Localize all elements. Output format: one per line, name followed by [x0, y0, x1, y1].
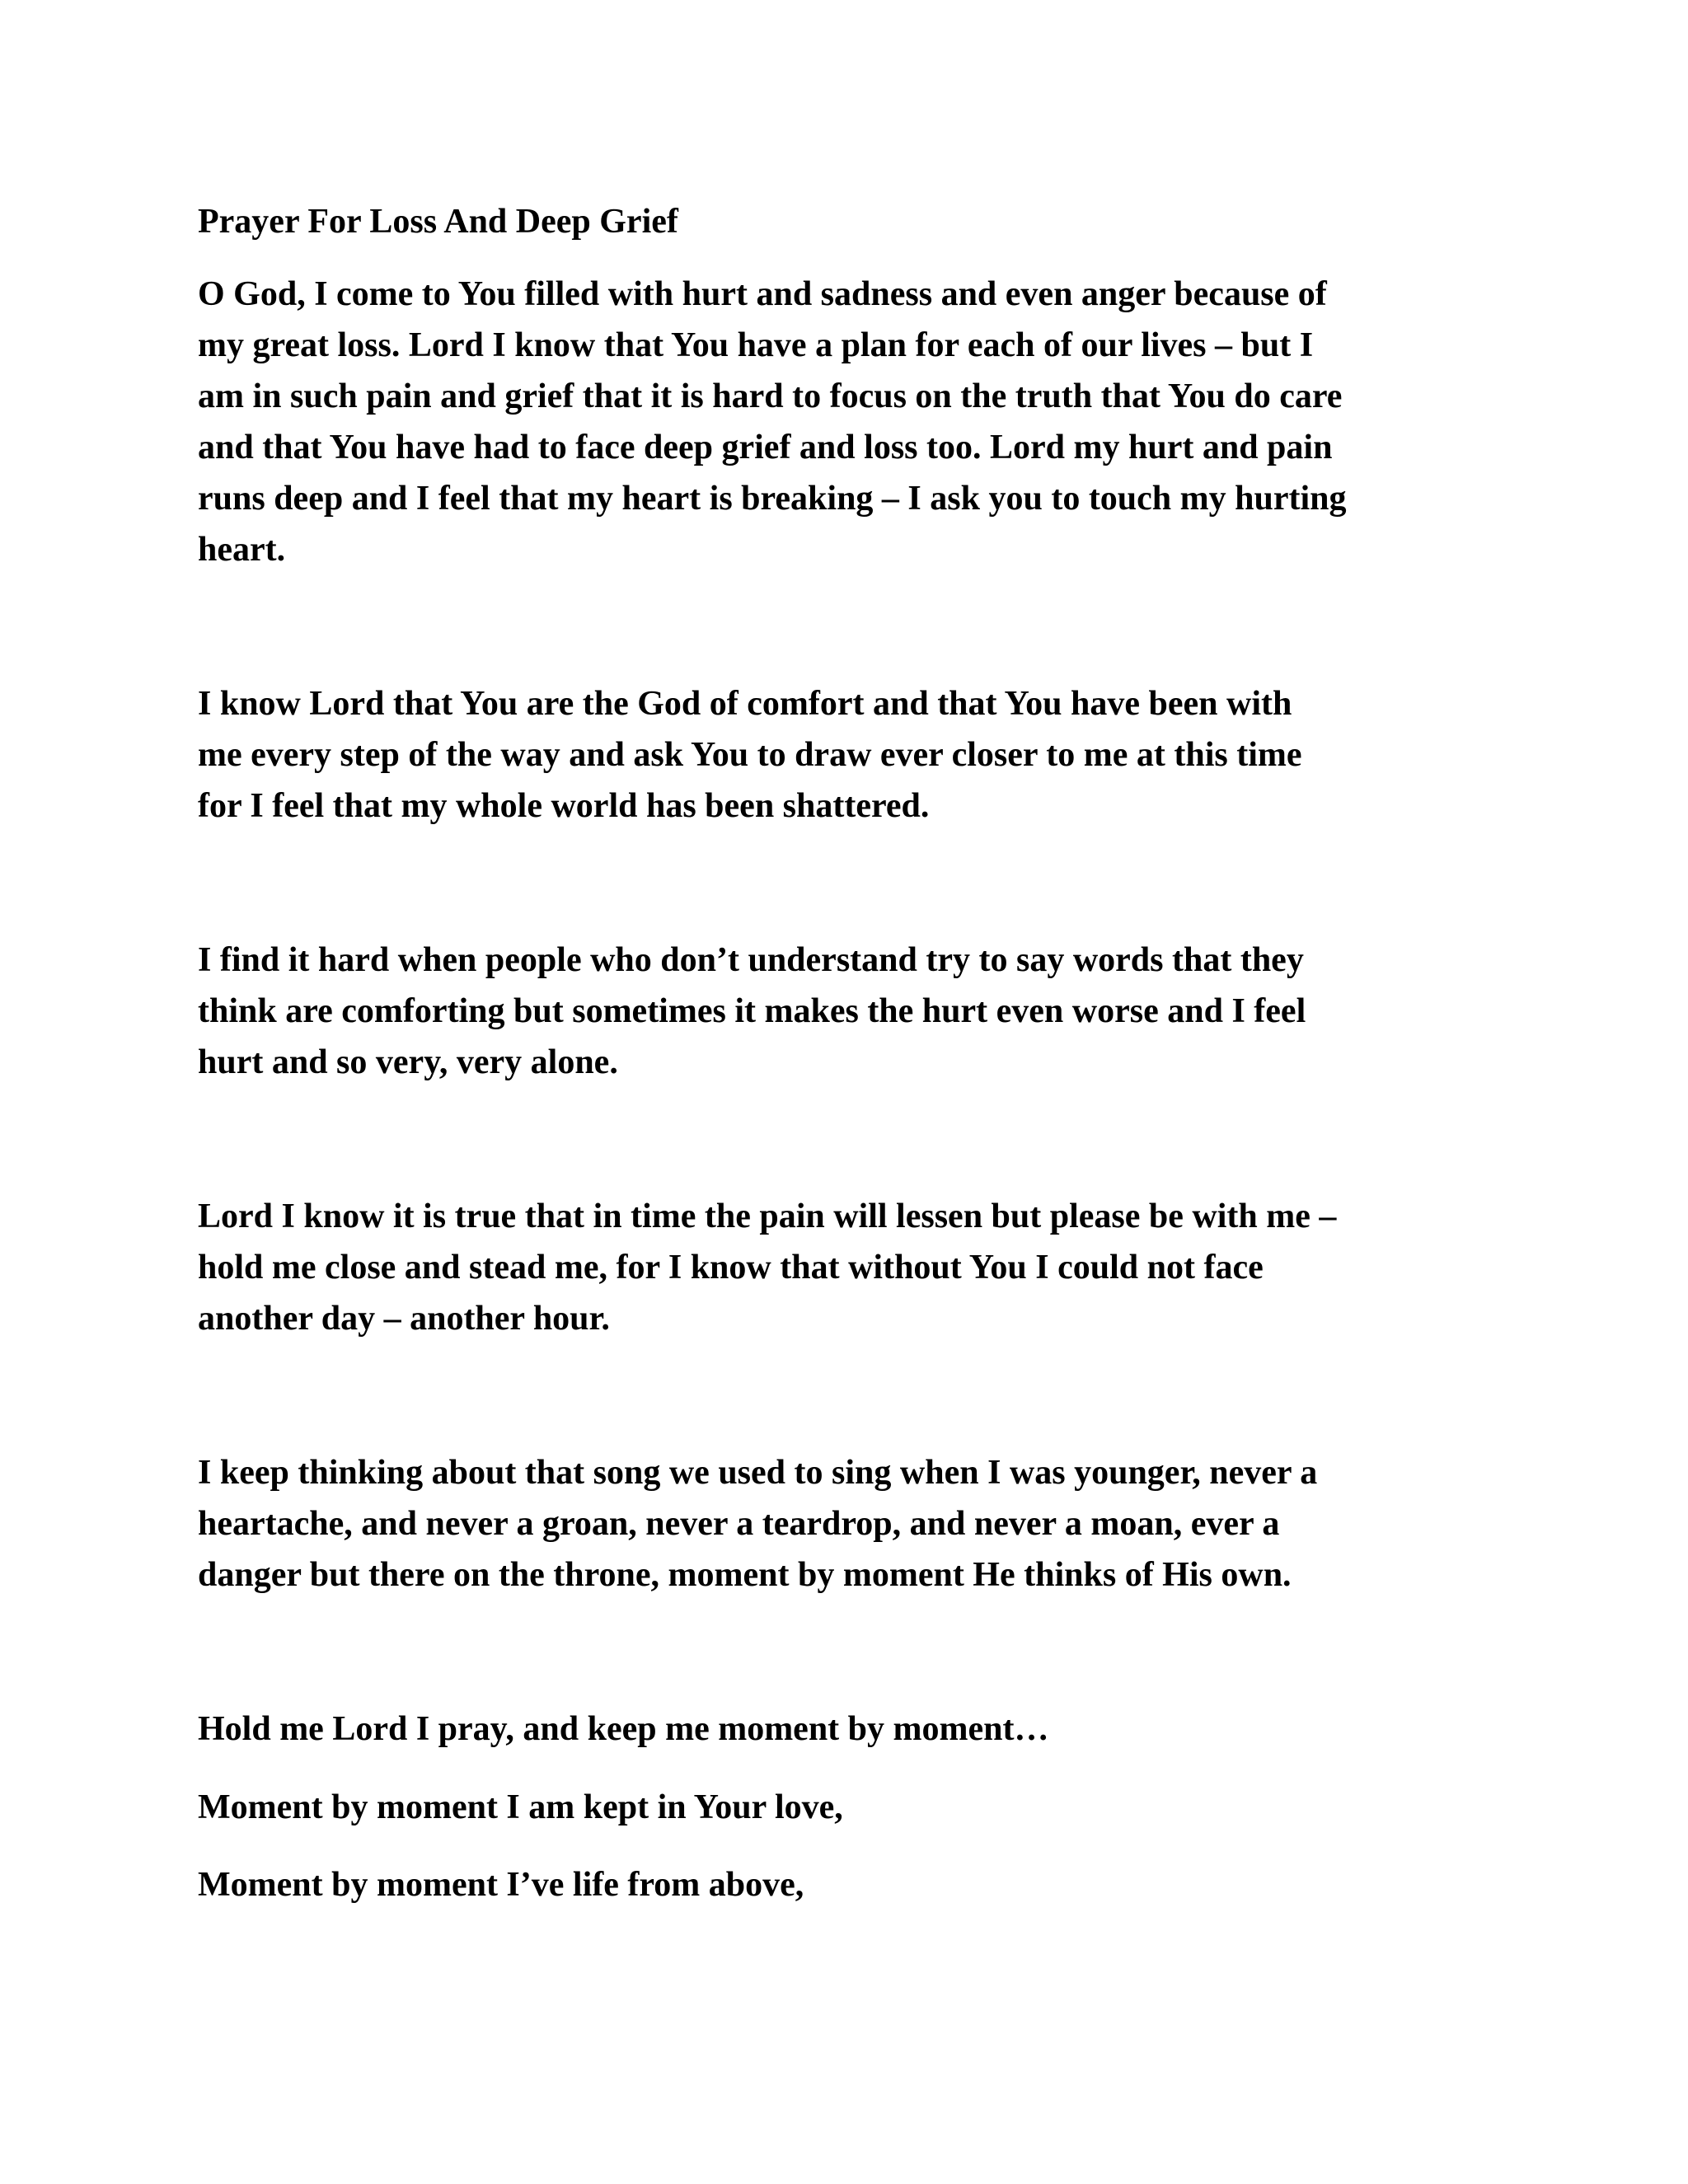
paragraph-line: Hold me Lord I pray, and keep me moment by moment… [198, 1710, 1049, 1748]
paragraph-line: Moment by moment I am kept in Your love, [198, 1788, 843, 1826]
paragraph-3 [198, 935, 1517, 1088]
paragraph-line: I keep thinking about that song we used to sing when I was younger, never a [198, 1454, 1318, 1492]
paragraph-line: O God, I come to You filled with hurt and sadness and even anger because of [198, 275, 1327, 313]
page-title: Prayer For Loss And Deep Grief [198, 203, 678, 241]
paragraph-8 [198, 1859, 1517, 1910]
paragraph-line: for I feel that my whole world has been shattered. [198, 787, 930, 825]
paragraph-line: I find it hard when people who don’t understand try to say words that they [198, 941, 1304, 979]
paragraph-line: and that You have had to face deep grief and loss too. Lord my hurt and pain [198, 429, 1333, 466]
paragraph-5 [198, 1447, 1517, 1601]
paragraph-line: I know Lord that You are the God of comfort and that You have been with [198, 685, 1292, 723]
paragraph-6 [198, 1704, 1517, 1755]
paragraph-line: danger but there on the throne, moment by moment He thinks of His own. [198, 1556, 1292, 1594]
paragraph-line: runs deep and I feel that my heart is breaking – I ask you to touch my hurting [198, 480, 1347, 518]
paragraph-1 [198, 269, 1517, 575]
paragraph-line: my great loss. Lord I know that You have a plan for each of our lives – but I [198, 326, 1314, 364]
paragraph-line: think are comforting but sometimes it makes the hurt even worse and I feel [198, 992, 1306, 1030]
paragraph-line: heart. [198, 531, 286, 569]
paragraph-7 [198, 1782, 1517, 1833]
paragraph-line: Moment by moment I’ve life from above, [198, 1866, 804, 1904]
paragraph-line: another day – another hour. [198, 1300, 610, 1338]
paragraph-4 [198, 1191, 1517, 1344]
paragraph-line: hold me close and stead me, for I know that without You I could not face [198, 1249, 1264, 1286]
paragraph-line: me every step of the way and ask You to draw ever closer to me at this time [198, 736, 1302, 774]
paragraph-line: heartache, and never a groan, never a teardrop, and never a moan, ever a [198, 1505, 1280, 1543]
paragraph-line: am in such pain and grief that it is hard to focus on the truth that You do care [198, 377, 1343, 415]
paragraph-line: Lord I know it is true that in time the pain will lessen but please be with me – [198, 1197, 1337, 1235]
paragraph-line: hurt and so very, very alone. [198, 1043, 618, 1081]
paragraph-2 [198, 678, 1517, 832]
